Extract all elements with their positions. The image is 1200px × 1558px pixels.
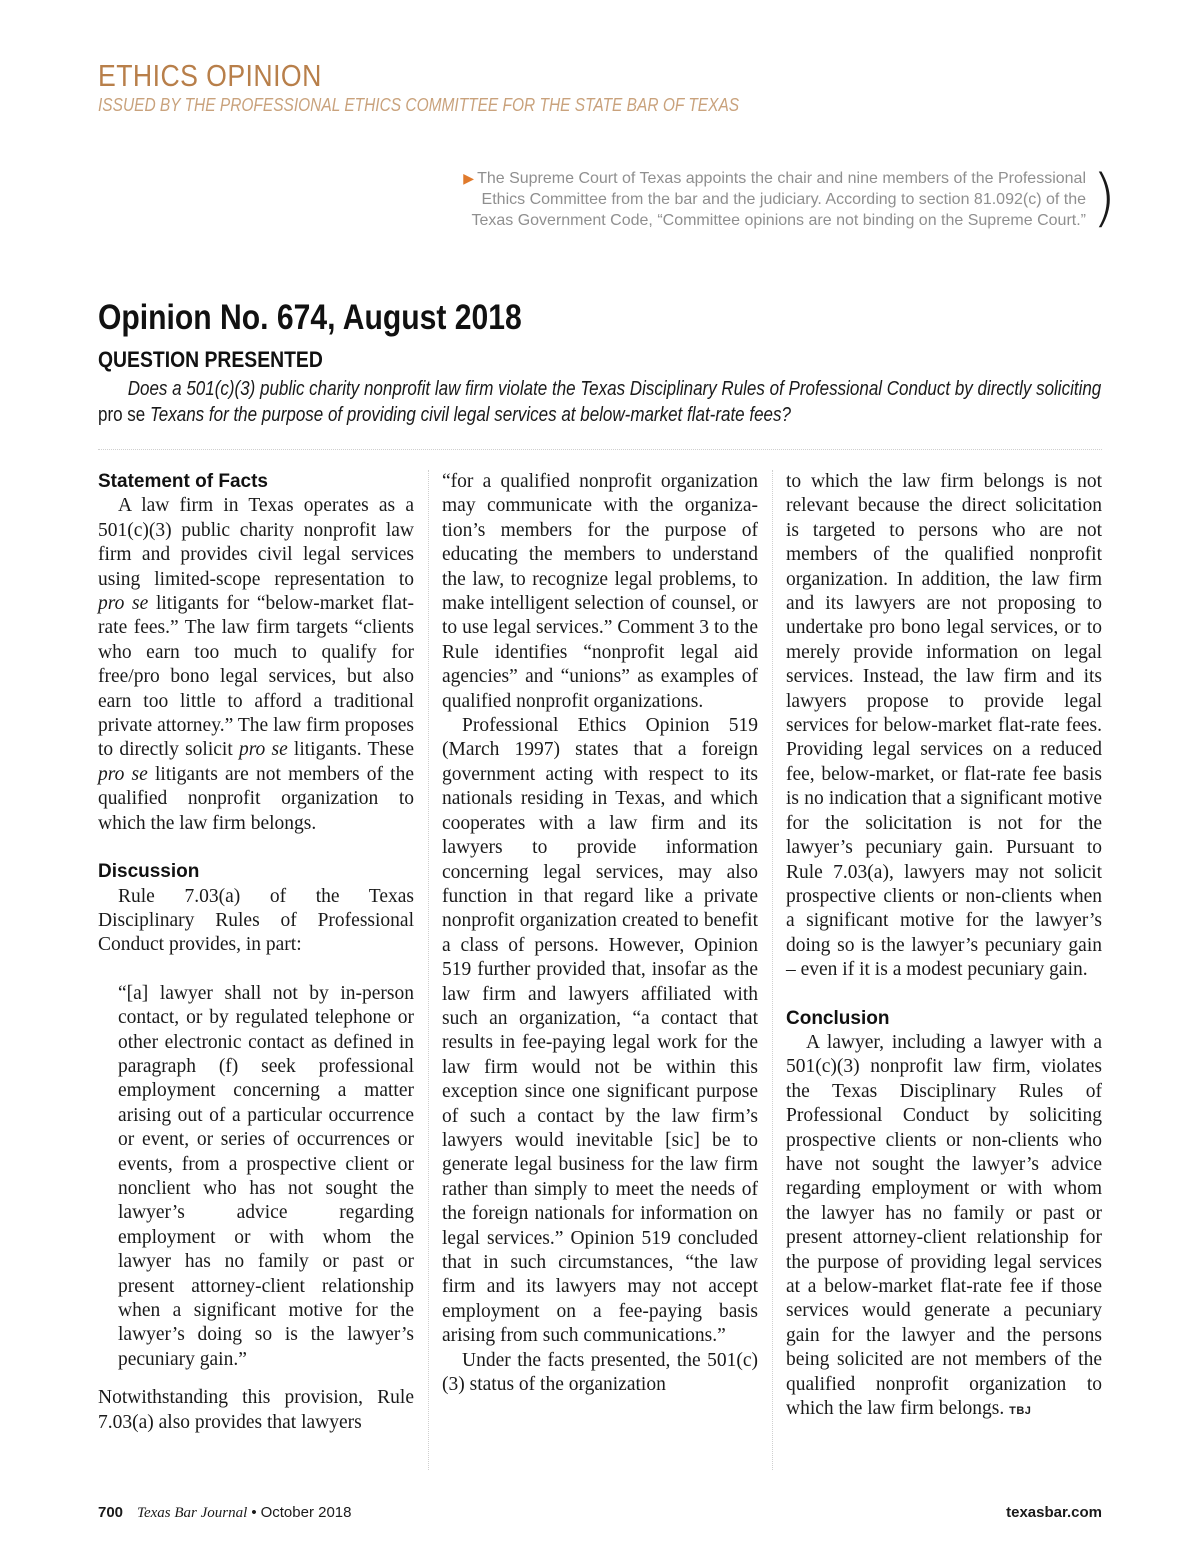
facts-heading: Statement of Facts [98,471,268,492]
website-link[interactable]: texasbar.com [1006,1504,1102,1521]
rule-quote: “[a] lawyer shall not by in-person contact, or by regulated telephone or other electronic contact as defined in paragraph (f) seek professional employment concerning a matter arising out of a particular occurrence or event, or series of occurrences or events, from a prospective client or nonclient who has not sought the lawyer’s advice regarding employment or with whom the lawyer has no family or past or present attorney-client relationship when a significant motive for the lawyer’s doing so is the lawyer’s pecuniary gain.” [118,982,414,1370]
spacer [786,983,1102,1007]
spacer [98,1372,414,1386]
tbj-end-mark: TBJ [1009,1405,1032,1418]
bullet-separator: • [251,1504,257,1521]
note-line-2: Ethics Committee from the bar and the judiciary. According to section 81.092(c) of the [481,191,1086,208]
note-bracket: ) [1092,161,1117,234]
question-presented-text [98,376,1101,428]
column-3 [786,470,1102,1423]
discussion-paragraph: Rule 7.03(a) of the Texas Disciplinary Rules of Professional Conduct provides, in part: [98,885,414,956]
after-quote-paragraph: Notwithstanding this provision, Rule 7.03(a) also provides that lawyers [98,1387,414,1433]
question-line-2: pro se Texans for the purpose of providing civil legal services at below-market flat-rate fees? [98,404,791,426]
column-2 [442,470,758,1397]
question-line-1: Does a 501(c)(3) public charity nonprofit law firm violate the Texas Disciplinary Rules of Professional Conduct by directly soliciting [127,378,1102,400]
column-divider [772,470,773,1470]
facts-paragraph: A law firm in Texas operates as a 501(c)(3) public charity nonprofit law firm and provides civil legal services using limited-scope representation to pro se litigants for “below-market flat-rate fees.” The law firm targets “clients who earn too much to qualify for free/pro bono legal services, but also earn too little to afford a traditional private attorney.” The law firm proposes to directly solicit pro se litigants. These pro se litigants are not members of the qualified nonprofit organization to which the law firm belongs. [98,495,415,834]
section-subtitle: ISSUED BY THE PROFESSIONAL ETHICS COMMITTEE FOR THE STATE BAR OF TEXAS [98,95,740,115]
page-number: 700 [98,1504,124,1521]
conclusion-paragraph: A lawyer, including a lawyer with a 501(c)(3) nonprofit law firm, violates the Texas Disciplinary Rules of Professional Conduct by soliciting prospective clients or non-clients who have not sought the lawyer’s advice regarding employment or with whom the lawyer has no family or past or present attorney-client relationship for the purpose of providing legal services at a below-market flat-rate fee if those services would generate a pecuniary gain for the lawyer and the persons being solicited are not members of the qualified nonprofit organization to which the law firm belongs. TBJ [786,1031,1102,1420]
column-1 [98,470,414,1435]
committee-note [380,168,1086,231]
paragraph: Professional Ethics Opinion 519 (March 1997) states that a foreign government acting with respect to its nationals residing in Texas, and which cooperates with a law firm and its lawyers to provide information concerning legal services, may also function in that regard like a private nonprofit organization created to benefit a class of persons. However, Opinion 519 further provided that, insofar as the law firm and lawyers affiliated with such an organization, “a contact that results in fee-paying legal work for the law firm would not be within this exception since one significant purpose of such a contact by the law firm’s lawyers would inevitable [sic] be to generate legal business for the law firm rather than simply to meet the needs of the foreign nationals for information on legal services.” Opinion 519 concluded that in such circumstances, “the law firm and its lawyers may not accept employment on a fee-paying basis arising from such communications.” [442,715,758,1347]
issue-date: October 2018 [260,1504,352,1521]
question-presented-heading: QUESTION PRESENTED [98,347,323,372]
page-footer [98,1504,1102,1524]
section-title: ETHICS OPINION [98,58,322,93]
paragraph: Under the facts presented, the 501(c)(3) status of the organization [442,1349,758,1396]
conclusion-heading: Conclusion [786,1007,890,1029]
note-line-1: ▶ The Supreme Court of Texas appoints the chair and nine members of the Professional [463,170,1086,187]
opinion-title: Opinion No. 674, August 2018 [98,298,522,337]
discussion-heading: Discussion [98,861,200,883]
spacer [98,958,414,982]
spacer [98,836,414,860]
paragraph: “for a qualified nonprofit organization may communicate with the organization’s members for the purpose of educating the members to understand the law, to recognize legal problems, to make intelligent selection of counsel, or to use legal services.” Comment 3 to the Rule identifies “nonprofit legal aid agencies” and “unions” as examples of qualified nonprofit organizations. [442,471,758,712]
divider [98,449,1102,450]
note-line-3: Texas Government Code, “Committee opinions are not binding on the Supreme Court.” [471,212,1086,229]
paragraph: to which the law firm belongs is not relevant because the direct solicitation is targeted to persons who are not members of the qualified nonprofit organization. In addition, the law firm and its lawyers are not proposing to undertake pro bono legal services, or to merely provide information on legal services. Instead, the law firm and its lawyers propose to provide legal services for below-market flat-rate fees. Providing legal services on a reduced fee, below-market, or flat-rate fee basis is no indication that a significant motive for the solicitation is not for the lawyer’s pecuniary gain. Pursuant to Rule 7.03(a), lawyers may not solicit prospective clients or non-clients when a significant motive for the lawyer’s doing so is the lawyer’s pecuniary gain – even if it is a modest pecuniary gain. [786,471,1102,981]
right-triangle-icon: ▶ [463,170,475,186]
journal-name: Texas Bar Journal [137,1505,248,1521]
column-divider [428,470,429,1470]
